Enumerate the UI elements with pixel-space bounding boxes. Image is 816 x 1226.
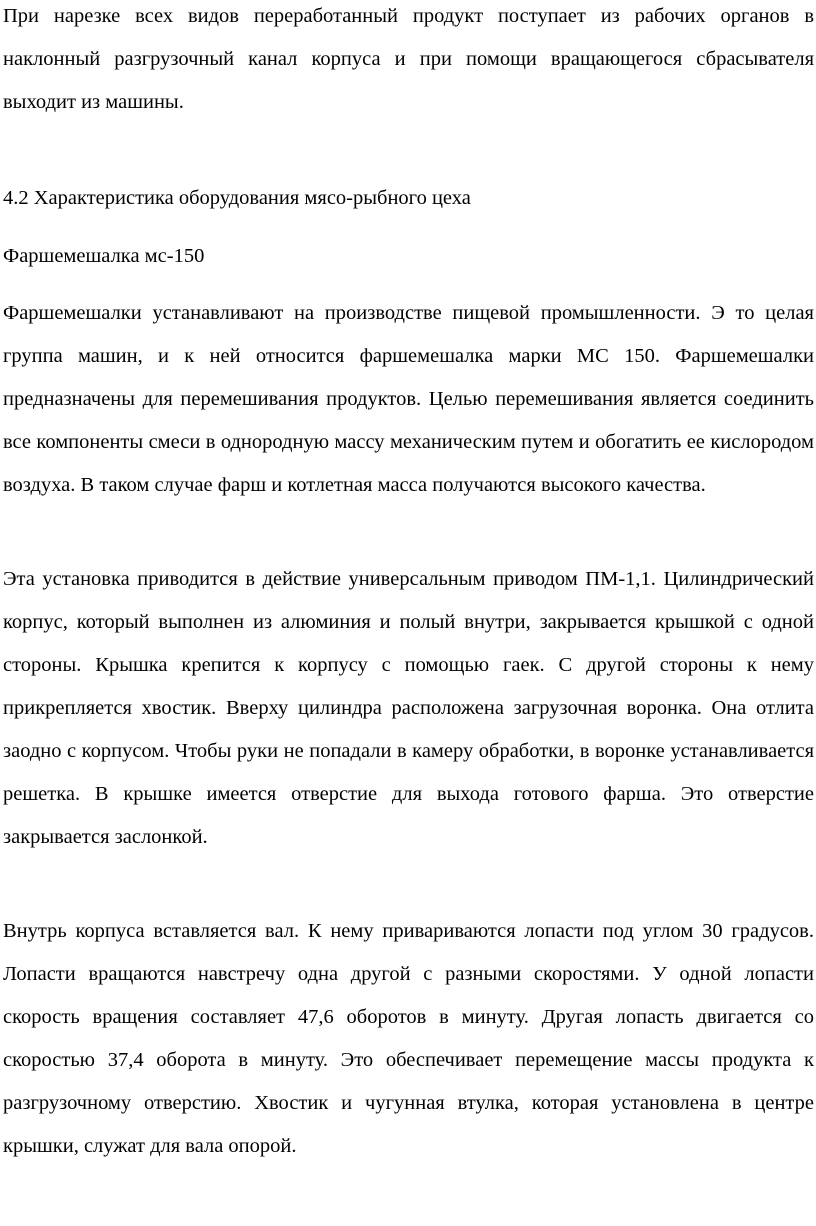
- paragraph-2: Эта установка приводится в действие универсальным приводом ПМ-1,1. Цилиндрический корпус, который выполнен из алюминия и полый внутри, закрывается крышкой с одной стороны. Крышка крепится к корпусу с помощью гаек. С другой стороны к нему прикрепляется хвостик. Вверху цилиндра расположена загрузочная воронка. Она отлита заодно с корпусом. Чтобы руки не попадали в камеру обработки, в воронке устанавливается решетка. В крышке имеется отверстие для выхода готового фарша. Это отверстие закрывается заслонкой.: [3, 568, 814, 848]
- section-heading: 4.2 Характеристика оборудования мясо-рыбного цеха: [3, 187, 471, 209]
- paragraph-3: Внутрь корпуса вставляется вал. К нему привариваются лопасти под углом 30 градусов. Лопасти вращаются навстречу одна другой с разными скоростями. У одной лопасти скорость вращения составляет 47,6 оборотов в минуту. Другая лопасть двигается со скоростью 37,4 оборота в минуту. Это обеспечивает перемещение массы продукта к разгрузочному отверстию. Хвостик и чугунная втулка, которая установлена в центре крышки, служат для вала опорой.: [3, 920, 814, 1157]
- subheading: Фаршемешалка мс-150: [3, 245, 205, 267]
- intro-paragraph: При нарезке всех видов переработанный продукт поступает из рабочих органов в наклонный разгрузочный канал корпуса и при помощи вращающегося сбрасывателя выходит из машины.: [3, 5, 814, 113]
- paragraph-1: Фаршемешалки устанавливают на производстве пищевой промышленности. Э то целая группа машин, и к ней относится фаршемешалка марки МС 150. Фаршемешалки предназначены для перемешивания продуктов. Целью перемешивания является соединить все компоненты смеси в однородную массу механическим путем и обогатить ее кислородом воздуха. В таком случае фарш и котлетная масса получаются высокого качества.: [3, 302, 814, 496]
